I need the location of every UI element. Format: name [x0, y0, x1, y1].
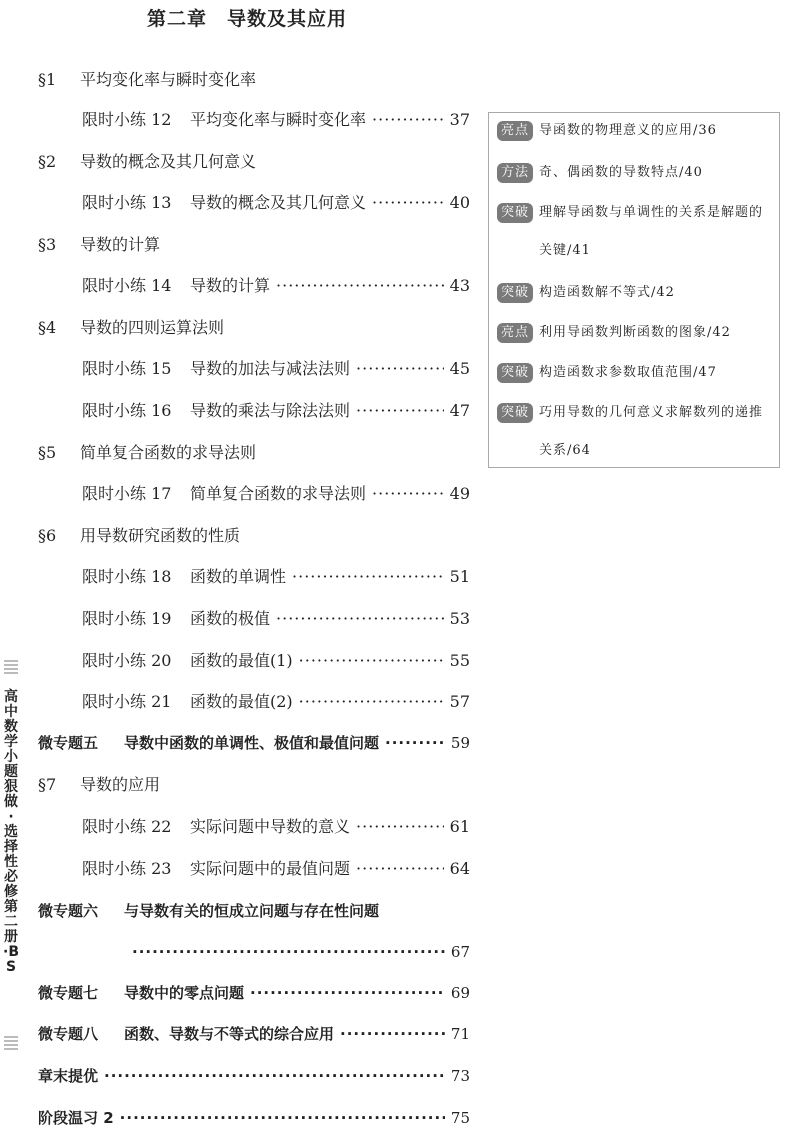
highlight-item	[497, 163, 703, 183]
highlight-tag: 亮点	[497, 121, 533, 141]
toc-entry-number: 微专题七	[38, 984, 99, 1002]
toc-entry-number: §2	[38, 152, 57, 171]
toc-entry-page: 55	[449, 651, 470, 670]
toc-entry-practice	[82, 271, 470, 301]
toc-entry-number: §4	[38, 318, 57, 337]
toc-entry-page: 71	[450, 1025, 470, 1043]
highlight-text-continued: 关键/41	[539, 243, 591, 258]
toc-entry-title: 章末提优	[38, 1067, 99, 1085]
toc-entry-practice	[82, 188, 470, 218]
toc-entry-title: 简单复合函数的求导法则	[80, 443, 257, 462]
toc-entry-title: 平均变化率与瞬时变化率	[80, 70, 257, 89]
toc-entry-practice	[82, 854, 470, 884]
dot-leader	[356, 812, 444, 842]
toc-entry-number: 限时小练 20	[82, 651, 172, 670]
toc-entry-number: 限时小练 21	[82, 692, 172, 711]
highlight-tag: 突破	[497, 283, 533, 303]
toc-entry-page: 51	[449, 567, 470, 586]
toc-entry-practice	[82, 646, 470, 676]
toc-entry-title: 导数的四则运算法则	[80, 318, 225, 337]
highlight-text-continued: 关系/64	[539, 443, 591, 458]
highlight-text: 理解导函数与单调性的关系是解题的	[539, 205, 764, 220]
toc-entry-topic	[38, 1061, 470, 1091]
toc-entry-title: 简单复合函数的求导法则	[190, 484, 367, 503]
highlight-text: 构造函数求参数取值范围/47	[539, 365, 717, 380]
toc-entry-title: 导数的概念及其几何意义	[80, 152, 257, 171]
dot-leader	[385, 728, 445, 758]
dot-leader	[276, 271, 444, 301]
toc-entry-number: 限时小练 18	[82, 567, 172, 586]
toc-entry-title: 平均变化率与瞬时变化率	[190, 110, 367, 129]
toc-entry-page: 45	[449, 359, 470, 378]
toc-entry-section	[38, 521, 240, 551]
toc-entry-practice	[82, 687, 470, 717]
highlight-text: 利用导函数判断函数的图象/42	[539, 325, 731, 340]
toc-entry-page: 53	[449, 609, 470, 628]
toc-entry-practice	[82, 105, 470, 135]
highlight-text: 巧用导数的几何意义求解数列的递推	[539, 405, 764, 420]
toc-entry-number: §7	[38, 775, 57, 794]
toc-entry-title: 函数、导数与不等式的综合应用	[124, 1025, 335, 1043]
toc-entry-title: 函数的最值(1)	[190, 651, 293, 670]
toc-entry-title: 导数中函数的单调性、极值和最值问题	[124, 734, 380, 752]
toc-entry-title: 实际问题中的最值问题	[190, 859, 351, 878]
toc-entry-number: 限时小练 13	[82, 193, 172, 212]
toc-entry-page: 64	[449, 859, 470, 878]
toc-entry-number: 限时小练 23	[82, 859, 172, 878]
spine-decoration-top	[4, 660, 18, 674]
toc-entry-number: 限时小练 16	[82, 401, 172, 420]
toc-entry-number: 限时小练 22	[82, 817, 172, 836]
dot-leader	[372, 105, 444, 135]
toc-entry-section	[38, 65, 256, 95]
toc-entry-page: 75	[450, 1109, 470, 1127]
dot-leader	[250, 978, 445, 1008]
toc-entry-number: §5	[38, 443, 57, 462]
highlight-item	[497, 323, 731, 343]
dot-leader	[276, 604, 444, 634]
toc-entry-topic	[38, 1103, 470, 1133]
toc-entry-title: 用导数研究函数的性质	[80, 526, 241, 545]
toc-entry-number: §1	[38, 70, 57, 89]
toc-entry-page: 49	[449, 484, 470, 503]
toc-entry-page: 67	[450, 943, 470, 961]
toc-entry-practice	[82, 479, 470, 509]
dot-leader	[356, 354, 444, 384]
toc-entry-topic	[38, 978, 470, 1008]
toc-entry-title: 函数的极值	[190, 609, 271, 628]
toc-entry-topic-cont	[126, 937, 470, 967]
highlight-tag: 亮点	[497, 323, 533, 343]
dot-leader	[104, 1061, 445, 1091]
toc-entry-title: 导数的加法与减法法则	[190, 359, 351, 378]
toc-entry-practice	[82, 396, 470, 426]
toc-entry-number: 限时小练 17	[82, 484, 172, 503]
toc-entry-title: 导数的应用	[80, 775, 161, 794]
toc-entry-title: 导数的计算	[190, 276, 271, 295]
toc-entry-page: 69	[450, 984, 470, 1002]
toc-entry-number: 微专题八	[38, 1025, 99, 1043]
highlight-item	[497, 363, 717, 383]
toc-entry-page: 47	[449, 401, 470, 420]
toc-entry-title: 函数的单调性	[190, 567, 287, 586]
toc-entry-title: 导数的概念及其几何意义	[190, 193, 367, 212]
toc-entry-number: 限时小练 12	[82, 110, 172, 129]
highlight-tag: 突破	[497, 203, 533, 223]
toc-entry-page: 61	[449, 817, 470, 836]
toc-entry-number: §3	[38, 235, 57, 254]
highlight-text: 导函数的物理意义的应用/36	[539, 123, 717, 138]
dot-leader	[372, 479, 444, 509]
toc-entry-page: 57	[449, 692, 470, 711]
toc-entry-title: 函数的最值(2)	[190, 692, 293, 711]
toc-entry-number: 限时小练 19	[82, 609, 172, 628]
highlight-item	[497, 283, 675, 303]
dot-leader	[372, 188, 444, 218]
toc-entry-page: 40	[449, 193, 470, 212]
toc-entry-topic	[38, 896, 470, 926]
toc-entry-title: 导数的乘法与除法法则	[190, 401, 351, 420]
dot-leader	[356, 396, 444, 426]
toc-entry-number: 微专题六	[38, 902, 99, 920]
toc-entry-number: §6	[38, 526, 57, 545]
toc-entry-practice	[82, 604, 470, 634]
toc-entry-page: 43	[449, 276, 470, 295]
toc-entry-title: 阶段温习 2	[38, 1109, 114, 1127]
toc-entry-title: 导数的计算	[80, 235, 161, 254]
toc-entry-section	[38, 770, 160, 800]
toc-entry-section	[38, 147, 256, 177]
toc-entry-title: 与导数有关的恒成立问题与存在性问题	[124, 902, 380, 920]
toc-entry-number: 微专题五	[38, 734, 99, 752]
dot-leader	[299, 687, 444, 717]
toc-entry-page: 59	[450, 734, 470, 752]
highlight-tag: 突破	[497, 363, 533, 383]
highlight-item	[497, 403, 763, 423]
spine-decoration-bottom	[4, 1036, 18, 1050]
highlight-item	[497, 121, 717, 141]
toc-entry-section	[38, 313, 224, 343]
highlight-tag: 方法	[497, 163, 533, 183]
spine-title: 高中数学小题狠做·选择性必修第二册·BS	[3, 689, 19, 975]
toc-entry-practice	[82, 562, 470, 592]
dot-leader	[120, 1103, 445, 1133]
toc-entry-topic	[38, 1019, 470, 1049]
highlights-box	[488, 112, 780, 468]
toc-entry-page: 73	[450, 1067, 470, 1085]
dot-leader	[299, 646, 444, 676]
toc-entry-title: 导数中的零点问题	[124, 984, 245, 1002]
dot-leader	[132, 937, 445, 967]
toc-entry-section	[38, 230, 160, 260]
toc-entry-number: 限时小练 14	[82, 276, 172, 295]
dot-leader	[356, 854, 444, 884]
toc-entry-practice	[82, 812, 470, 842]
chapter-title: 第二章 导数及其应用	[147, 8, 348, 30]
toc-entry-topic	[38, 728, 470, 758]
highlight-text: 构造函数解不等式/42	[539, 285, 675, 300]
dot-leader	[340, 1019, 445, 1049]
highlight-tag: 突破	[497, 403, 533, 423]
toc-entry-title: 实际问题中导数的意义	[190, 817, 351, 836]
dot-leader	[292, 562, 444, 592]
toc-entry-number: 限时小练 15	[82, 359, 172, 378]
toc-entry-practice	[82, 354, 470, 384]
highlight-item	[497, 203, 763, 223]
toc-entry-page: 37	[449, 110, 470, 129]
highlight-text: 奇、偶函数的导数特点/40	[539, 165, 703, 180]
toc-entry-section	[38, 438, 256, 468]
